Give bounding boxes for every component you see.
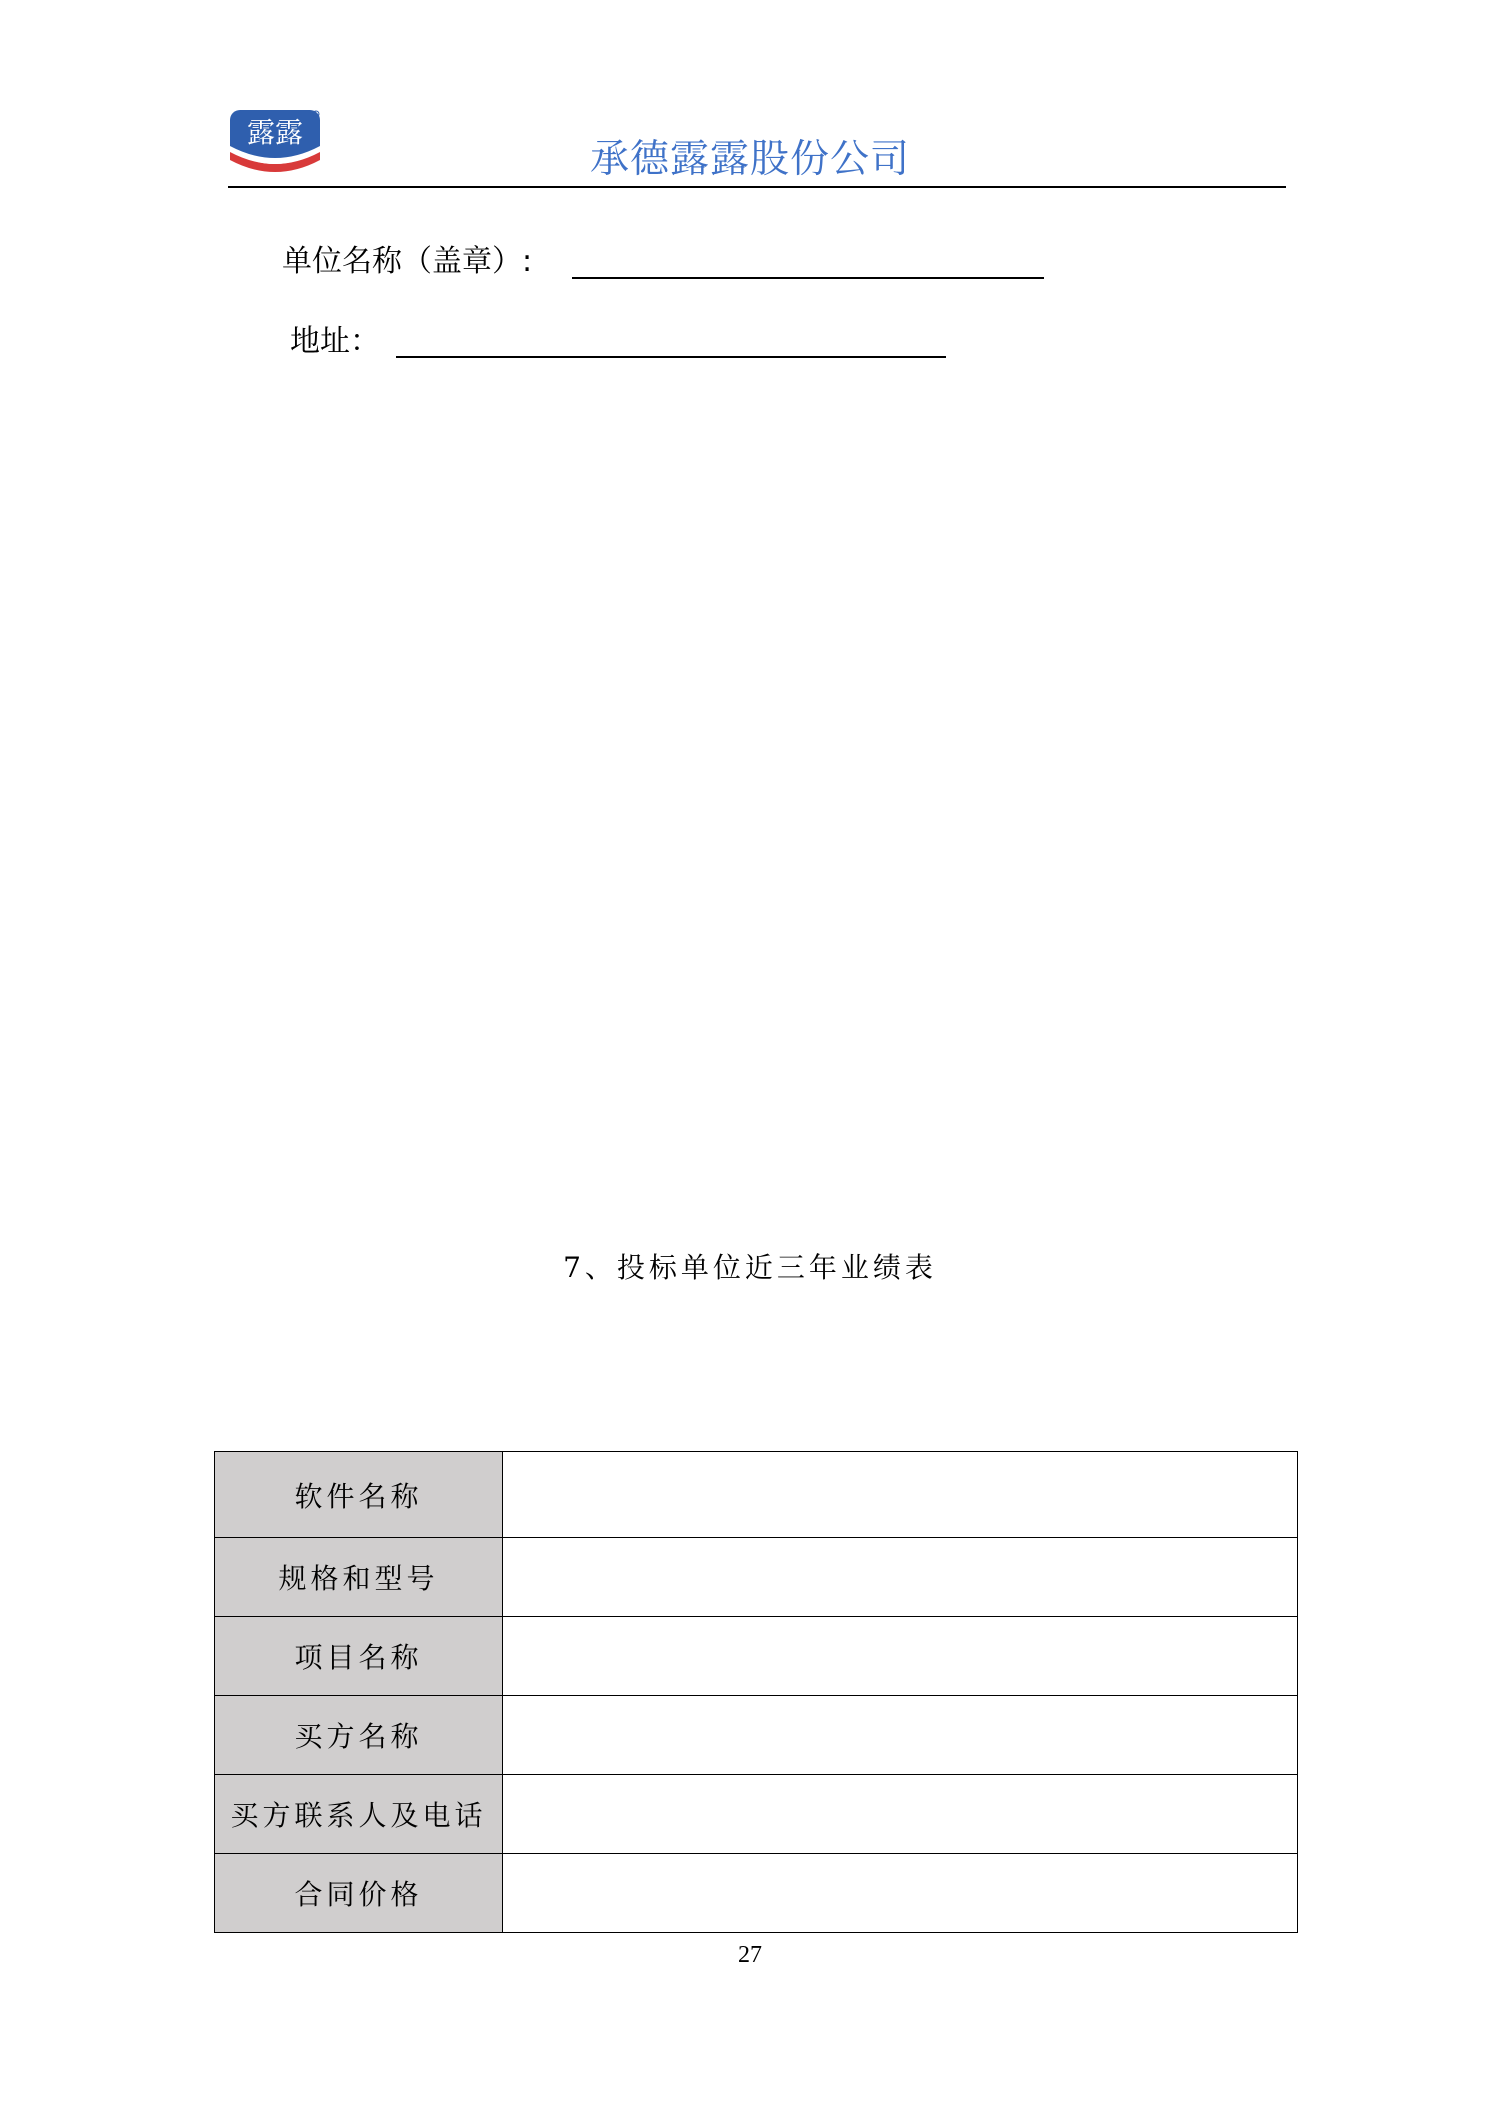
company-name: 承德露露股份公司 — [589, 137, 910, 182]
table-row — [215, 1452, 1298, 1538]
table-row — [215, 1854, 1298, 1933]
row-value — [503, 1617, 1298, 1696]
address-label: 地址： — [290, 324, 380, 359]
row-value — [503, 1696, 1298, 1775]
row-value — [503, 1538, 1298, 1617]
header-divider — [228, 186, 1286, 188]
table-row — [215, 1538, 1298, 1617]
table-row — [215, 1696, 1298, 1775]
row-label: 买方联系人及电话 — [215, 1775, 503, 1854]
section-title: 7、投标单位近三年业绩表 — [563, 1251, 937, 1284]
row-label: 软件名称 — [215, 1452, 503, 1538]
row-label: 合同价格 — [215, 1854, 503, 1933]
row-label: 项目名称 — [215, 1617, 503, 1696]
row-label: 规格和型号 — [215, 1538, 503, 1617]
unit-name-label: 单位名称（盖章）: — [282, 244, 533, 279]
page-number: 27 — [738, 1942, 762, 1968]
performance-table — [214, 1451, 1298, 1933]
table-row — [215, 1775, 1298, 1854]
logo-text: 露露 — [246, 116, 304, 149]
row-value — [503, 1452, 1298, 1538]
row-value — [503, 1775, 1298, 1854]
row-value — [503, 1854, 1298, 1933]
table-row — [215, 1617, 1298, 1696]
row-label: 买方名称 — [215, 1696, 503, 1775]
address-blank — [396, 356, 946, 358]
unit-name-blank — [572, 277, 1044, 279]
